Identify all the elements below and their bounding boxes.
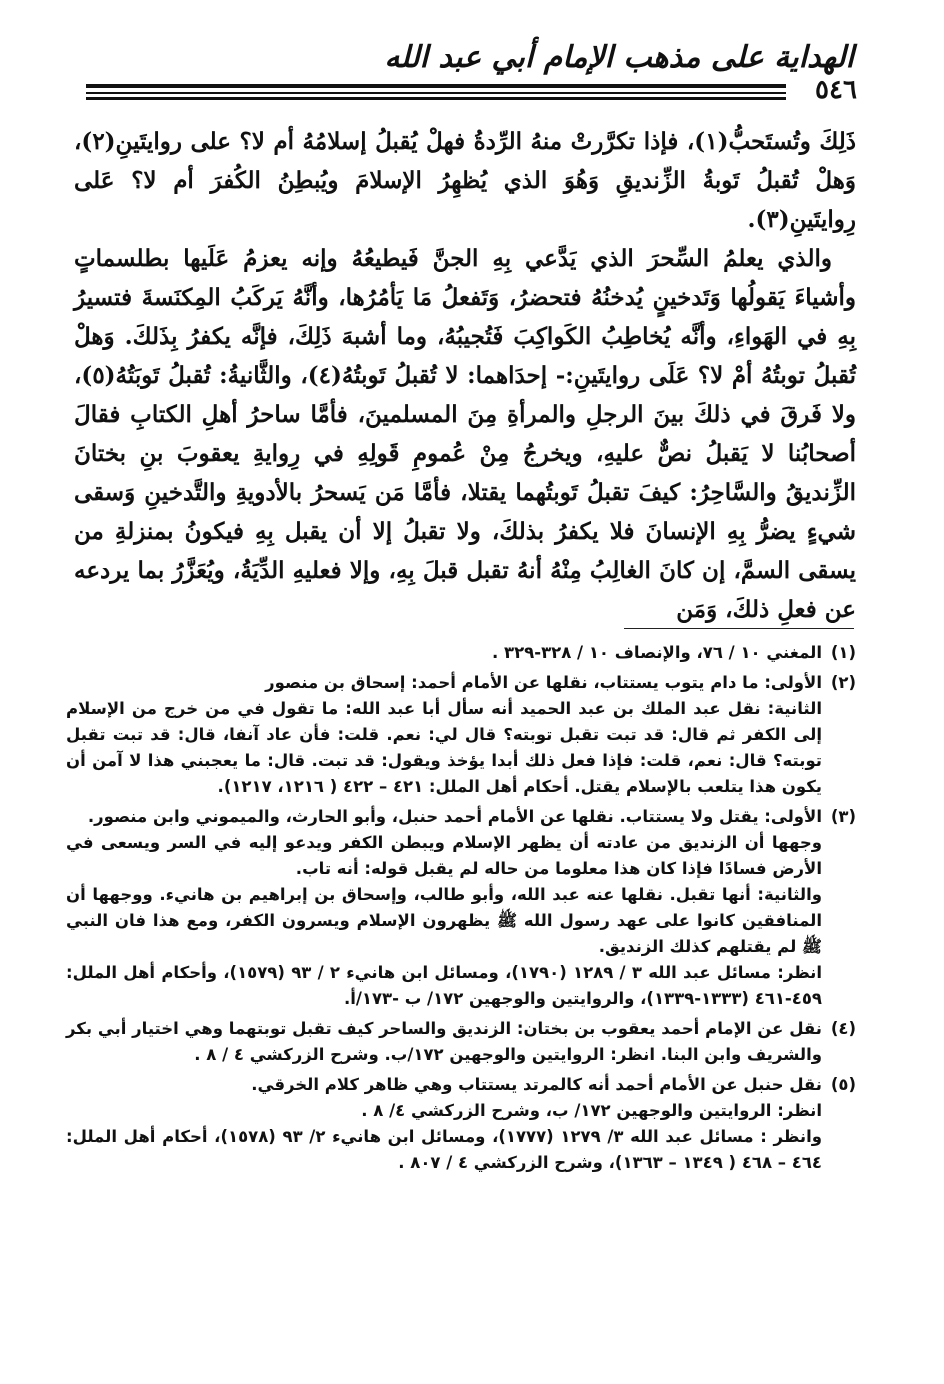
footnote-line: والثانية: أنها تقبل. نقلها عنه عبد الله، وأبو طالب، وإسحاق بن إبراهيم بن هانيء. ووجهها أن المنافقين كانوا على عهد رسول الله ﷺ يظهرون الإسلام ويسرون الكفر، ومع هذا فان النبي ﷺ لم يقتلهم كذلك الزنديق.	[66, 885, 822, 956]
footnote-line: نقل حنبل عن الأمام أحمد أنه كالمرتد يستتاب وهي ظاهر كلام الخرقي.	[251, 1075, 822, 1094]
footnote-5	[66, 1072, 856, 1176]
footnote-4	[66, 1016, 856, 1068]
footnote-2	[66, 670, 856, 800]
footnote-separator	[624, 628, 854, 629]
footnote-line: نقل عن الإمام أحمد يعقوب بن بختان: الزنديق والساحر كيف تقبل توبتهما وهي اختيار أبي بكر والشريف وابن البنا. انظر: الروايتين والوجهين ١٧٢/ب. وشرح الزركشي ٤ / ٨ .	[66, 1019, 822, 1064]
footnote-1	[66, 640, 856, 666]
paragraph-1: ذَلِكَ وتُستَحبُّ(١)، فإذا تكرَّرتْ منهُ الرِّدةُ فهلْ يُقبلُ إسلامُهُ أم لا؟ على روايتَينِ(٢)، وَهلْ تُقبلُ تَوبةُ الزِّنديقِ وَهُوَ الذي يُظهِرُ الإسلامَ ويُبطِنُ الكُفرَ أم لا؟ عَلى رِوايتَينِ(٣).	[74, 128, 857, 233]
footnote-line: الثانية: نقل عبد الملك بن عبد الحميد أنه سأل أبا عبد الله: ما تقول في من خرج من الإسلام إلى الكفر ثم قال: قد تبت تقبل توبته؟ قال لي: نعم. قلت: فأن عاد آنفا، قال: قد تبت تقبل توبته؟ قال: نعم، قلت: فإذا فعل ذلك أبدا يؤخذ ويقول: قد تبت. قال: ما يعجبني هذا لا آمن أن يكون هذا يتلعب بالإسلام يقتل. أحكام أهل الملل: ٤٢١ – ٤٢٢ ( ١٢١٦، ١٢١٧).	[66, 699, 822, 796]
footnote-number: (٢)	[830, 673, 856, 692]
footnote-line: وجهها أن الزنديق من عادته أن يظهر الإسلام ويبطن الكفر ويدعو إليه في السر ويسعى في الأرض فسادًا فإذا كان هذا معلوما من حاله لم يقبل قوله: أنه تاب.	[66, 833, 822, 878]
footnote-line: المغني ١٠ / ٧٦، والإنصاف ١٠ / ٣٢٨-٣٢٩ .	[492, 643, 822, 662]
footnote-number: (٥)	[830, 1075, 856, 1094]
running-header-title: الهداية على مذهب الإمام أبي عبد الله	[384, 40, 854, 75]
header-rule-thick	[86, 84, 786, 88]
footnote-line: الأولى: يقتل ولا يستتاب. نقلها عن الأمام أحمد حنبل، وأبو الحارث، والميموني وابن منصور.	[87, 807, 822, 826]
paragraph-2: والذي يعلمُ السِّحرَ الذي يَدَّعي بِهِ الجنَّ فَيطيعُهُ وإنه يعزمُ عَلَيها بطلسماتٍ وأشياءَ يَقولُها وَتَدخينٍ يُدخنُهُ فتحضرُ، وَتَفعلُ مَا يَأمُرُها، وأنَّهُ يَركَبُ المِكنَسةَ فتسيرُ بِهِ في الهَواءِ، وأنَّه يُخاطِبُ الكَواكِبَ فَتُجيبُهُ، وما أشبهَ ذَلِكَ، فإنَّه يكفرُ بِذَلكَ. وَهلْ تُقبلُ توبتُهُ أمْ لا؟ عَلَى روايتَينِ:- إحدَاهما: لا تُقبلُ تَوبتُهُ(٤)، والثَّانيةُ: تُقبلُ تَوبَتُهُ(٥)، ولا فَرقَ في ذلكَ بينَ الرجلِ والمرأةِ مِنَ المسلمينَ، فأمَّا ساحرُ أهلِ الكتابِ فقالَ أصحابُنا لا يَقبلُ نصٌّ عليهِ، ويخرجُ مِنْ عُمومِ قَولِهِ في رِوايةِ يعقوبَ بنِ بختانَ الزِّنديقُ والسَّاحِرُ: كيفَ تقبلُ تَوبتُهما يقتلا، فأمَّا مَن يَسحرُ بالأدويةِ والتَّدخينِ وَسقى شيءٍ يضرُّ بِهِ الإنسانَ فلا يكفرُ بذلكَ، ولا تقبلُ إلا أن يقبل بِهِ فيكونُ بمنزلةِ من يسقى السمَّ، إن كانَ الغالِبُ مِنْهُ أنهُ تقبل قبلَ بِهِ، وإلا فعليهِ الدِّيَةُ، ويُعَزَّرُ بما يردعه عن فعلِ ذلكَ، وَمَن	[74, 245, 856, 623]
header-rule-thick-lower	[86, 97, 786, 100]
footnote-line: انظر: الروايتين والوجهين ١٧٢/ ب، وشرح الزركشي ٤/ ٨ .	[361, 1101, 822, 1120]
footnote-line: الأولى: ما دام يتوب يستتاب، نقلها عن الأمام أحمد: إسحاق بن منصور	[265, 673, 822, 692]
page-number: ٥٤٦	[796, 76, 876, 104]
footnote-line: انظر: مسائل عبد الله ٣ / ١٢٨٩ (١٧٩٠)، ومسائل ابن هانيء ٢ / ٩٣ (١٥٧٩)، وأحكام أهل الملل: ٤٥٩-٤٦١ (١٣٣٣-١٣٣٩)، والروايتين والوجهين ١٧٢/ ب -١٧٣/أ.	[66, 963, 823, 1008]
main-text	[74, 122, 856, 629]
header-rule-thin	[86, 92, 786, 94]
footnotes	[66, 640, 856, 1180]
footnote-number: (٤)	[830, 1019, 856, 1038]
footnote-line: وانظر : مسائل عبد الله ٣/ ١٢٧٩ (١٧٧٧)، ومسائل ابن هانيء ٢/ ٩٣ (١٥٧٨)، أحكام أهل الملل: ٤٦٤ – ٤٦٨ ( ١٣٤٩ – ١٣٦٣)، وشرح الزركشي ٤ / ٨٠٧ .	[66, 1127, 822, 1172]
footnote-number: (١)	[830, 643, 856, 662]
footnote-number: (٣)	[830, 807, 856, 826]
footnote-3	[66, 804, 856, 1012]
